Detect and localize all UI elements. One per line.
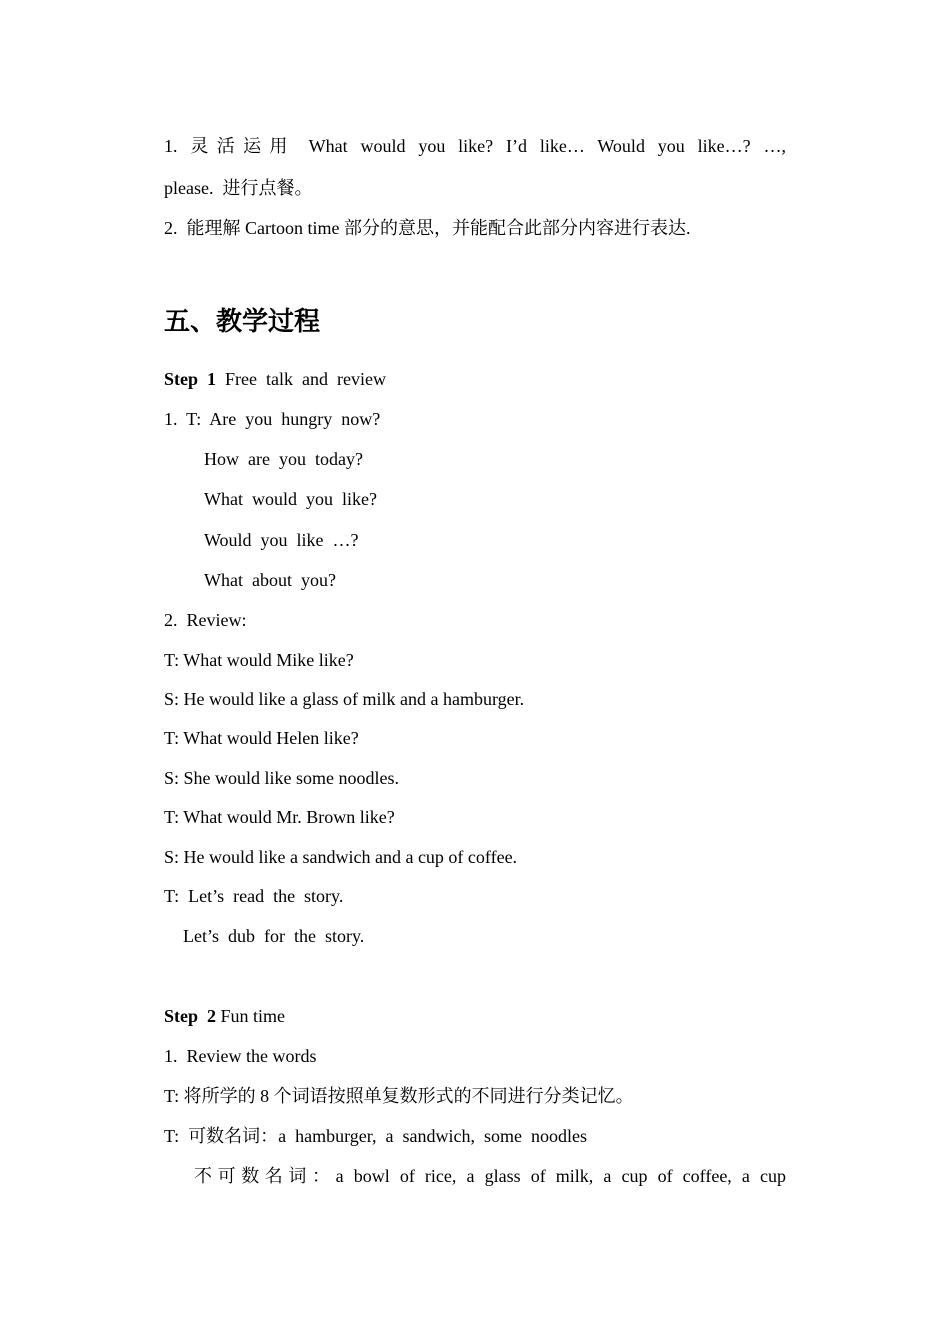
objective-1-line-2: please. 进行点餐。 bbox=[164, 178, 313, 198]
step1-heading bbox=[164, 367, 386, 391]
dub-line: Let’s dub for the story. bbox=[183, 926, 365, 946]
dialogue-line: T: What would Helen like? bbox=[164, 728, 359, 748]
uncountable-nouns: 不可数名词：a bowl of rice, a glass of milk, a cup of coffee, a cup bbox=[194, 1166, 786, 1186]
section-heading: 五、教学过程 bbox=[164, 307, 321, 337]
objective-1-line-1: 1. 灵活运用 What would you like? I’d like… Would you like…? …, bbox=[164, 136, 786, 156]
countable-nouns: T: 可数名词：a hamburger, a sandwich, some noodles bbox=[164, 1126, 587, 1146]
step2-heading bbox=[164, 1004, 285, 1028]
step1-question-1: 1. T: Are you hungry now? bbox=[164, 409, 381, 429]
step1-question-line: How are you today? bbox=[204, 449, 363, 469]
dialogue-line: T: Let’s read the story. bbox=[164, 886, 344, 906]
dialogue-line: S: He would like a glass of milk and a hamburger. bbox=[164, 689, 525, 709]
dialogue-line: S: She would like some noodles. bbox=[164, 768, 399, 788]
objective-2: 2. 能理解 Cartoon time 部分的意思，并能配合此部分内容进行表达. bbox=[164, 218, 691, 238]
step2-title: Fun time bbox=[216, 1006, 286, 1026]
step1-question-line: What would you like? bbox=[204, 489, 377, 509]
step2-instruction: T: 将所学的 8 个词语按照单复数形式的不同进行分类记忆。 bbox=[164, 1086, 634, 1106]
dialogue-line: T: What would Mike like? bbox=[164, 650, 354, 670]
step1-title: Free talk and review bbox=[216, 369, 386, 389]
dialogue-line: S: He would like a sandwich and a cup of coffee. bbox=[164, 847, 518, 867]
step2-item-1: 1. Review the words bbox=[164, 1046, 317, 1066]
review-label: 2. Review: bbox=[164, 610, 247, 630]
step1-question-line: What about you? bbox=[204, 570, 336, 590]
step1-label: Step 1 bbox=[164, 369, 217, 389]
step1-question-line: Would you like …? bbox=[204, 530, 359, 550]
dialogue-line: T: What would Mr. Brown like? bbox=[164, 807, 395, 827]
step2-label: Step 2 bbox=[164, 1006, 217, 1026]
